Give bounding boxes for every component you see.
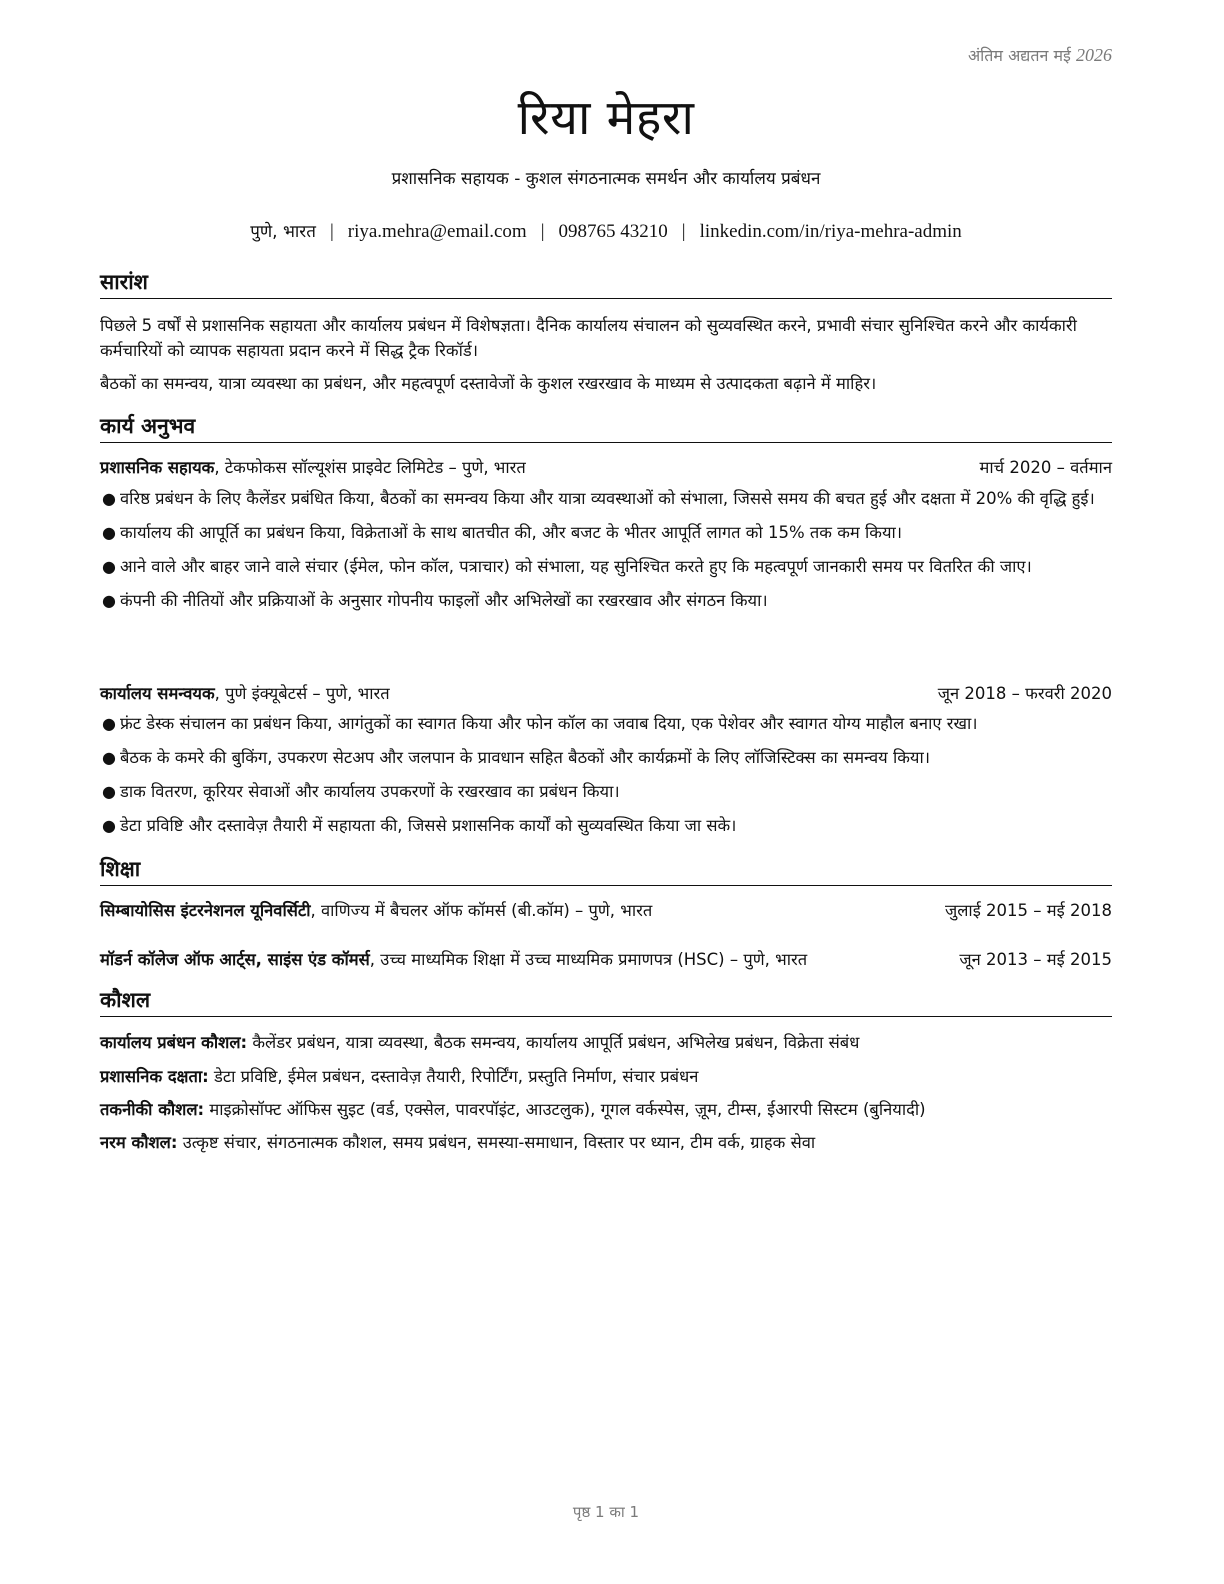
skill-line (100, 1098, 1112, 1122)
skill-text: उत्कृष्ट संचार, संगठनात्मक कौशल, समय प्रबंधन, समस्या-समाधान, विस्तार पर ध्यान, टीम वर्क, ग्राहक सेवा (177, 1133, 816, 1152)
contact-line (100, 219, 1112, 243)
education-dates: जून 2013 – मई 2015 (959, 950, 1112, 969)
education-item (100, 899, 1112, 923)
education-item (100, 948, 1112, 972)
bullet-icon: ● (102, 557, 116, 576)
last-updated (968, 44, 1112, 66)
contact-linkedin[interactable]: linkedin.com/in/riya-mehra-admin (699, 221, 962, 242)
list-item (100, 520, 1112, 545)
education-detail: , वाणिज्य में बैचलर ऑफ कॉमर्स (बी.कॉम) – पुणे, भारत (310, 901, 653, 920)
skill-label: नरम कौशल: (100, 1133, 178, 1152)
list-item (100, 813, 1112, 838)
bullet-text: फ्रंट डेस्क संचालन का प्रबंधन किया, आगंतुकों का स्वागत किया और फोन कॉल का जवाब दिया, एक पेशेवर और स्वागत योग्य माहौल बनाए रखा। (120, 714, 978, 733)
education-dates: जुलाई 2015 – मई 2018 (945, 901, 1112, 920)
bullet-text: कार्यालय की आपूर्ति का प्रबंधन किया, विक्रेताओं के साथ बातचीत की, और बजट के भीतर आपूर्ति लागत को 15% तक कम किया। (120, 523, 903, 542)
list-item (100, 588, 1112, 613)
section-title-experience: कार्य अनुभव (100, 412, 1112, 443)
skill-text: माइक्रोसॉफ्ट ऑफिस सुइट (वर्ड, एक्सेल, पावरपॉइंट, आउटलुक), गूगल वर्कस्पेस, ज़ूम, टीम्स, ईआरपी सिस्टम (बुनियादी) (204, 1100, 926, 1119)
summary-paragraph: बैठकों का समन्वय, यात्रा व्यवस्था का प्रबंधन, और महत्वपूर्ण दस्तावेजों के कुशल रखरखाव के माध्यम से उत्पादकता बढ़ाने में माहिर। (100, 374, 877, 393)
contact-location: पुणे, भारत (250, 222, 316, 242)
school-name: सिम्बायोसिस इंटरनेशनल यूनिवर्सिटी (100, 901, 311, 920)
contact-separator: | (540, 221, 545, 242)
bullet-icon: ● (102, 489, 116, 508)
job-role: प्रशासनिक सहायक (100, 458, 215, 477)
skill-line (100, 1131, 1112, 1155)
bullet-text: आने वाले और बाहर जाने वाले संचार (ईमेल, फोन कॉल, पत्राचार) को संभाला, यह सुनिश्चित करते हुए कि महत्वपूर्ण जानकारी समय पर वितरित की जाए। (120, 557, 1032, 576)
job-bullets (100, 486, 1112, 622)
list-item (100, 779, 1112, 804)
skill-text: कैलेंडर प्रबंधन, यात्रा व्यवस्था, बैठक समन्वय, कार्यालय आपूर्ति प्रबंधन, अभिलेख प्रबंधन, विक्रेता संबंध (247, 1033, 860, 1052)
skill-line (100, 1031, 1112, 1055)
list-item (100, 554, 1112, 579)
contact-separator: | (681, 221, 686, 242)
bullet-icon: ● (102, 591, 116, 610)
bullet-icon: ● (102, 816, 116, 835)
resume-page (100, 0, 1112, 1584)
contact-phone: 098765 43210 (558, 221, 668, 242)
section-title-education: शिक्षा (100, 855, 1112, 886)
bullet-icon: ● (102, 748, 116, 767)
bullet-text: डाक वितरण, कूरियर सेवाओं और कार्यालय उपकरणों के रखरखाव का प्रबंधन किया। (120, 782, 620, 801)
section-title-skills: कौशल (100, 986, 1112, 1017)
bullet-text: डेटा प्रविष्टि और दस्तावेज़ तैयारी में सहायता की, जिससे प्रशासनिक कार्यों को सुव्यवस्थित किया जा सके। (120, 816, 737, 835)
education-detail: , उच्च माध्यमिक शिक्षा में उच्च माध्यमिक प्रमाणपत्र (HSC) – पुणे, भारत (369, 950, 808, 969)
skill-label: कार्यालय प्रबंधन कौशल: (100, 1033, 248, 1052)
section-title-summary: सारांश (100, 268, 1112, 299)
job-role: कार्यालय समन्वयक (100, 684, 215, 703)
job-dates: जून 2018 – फरवरी 2020 (937, 684, 1112, 703)
job-header (100, 456, 1112, 480)
list-item (100, 711, 1112, 736)
list-item (100, 745, 1112, 770)
contact-email[interactable]: riya.mehra@email.com (347, 221, 527, 242)
job-header (100, 682, 1112, 706)
job-org: , पुणे इंक्यूबेटर्स – पुणे, भारत (214, 684, 390, 703)
skill-line (100, 1065, 1112, 1089)
tagline: प्रशासनिक सहायक - कुशल संगठनात्मक समर्थन और कार्यालय प्रबंधन (391, 169, 821, 189)
contact-separator: | (329, 221, 334, 242)
last-updated-year: 2026 (1076, 45, 1112, 65)
skill-label: तकनीकी कौशल: (100, 1100, 205, 1119)
bullet-text: कंपनी की नीतियों और प्रक्रियाओं के अनुसार गोपनीय फाइलों और अभिलेखों का रखरखाव और संगठन किया। (120, 591, 768, 610)
list-item (100, 486, 1112, 511)
page-number: पृष्ठ 1 का 1 (572, 1503, 640, 1521)
bullet-text: वरिष्ठ प्रबंधन के लिए कैलेंडर प्रबंधित किया, बैठकों का समन्वय किया और यात्रा व्यवस्थाओं को संभाला, जिससे समय की बचत हुई और दक्षता में 20% की वृद्धि हुई। (120, 489, 1095, 508)
skill-label: प्रशासनिक दक्षता: (100, 1067, 209, 1086)
job-bullets (100, 711, 1112, 847)
job-dates: मार्च 2020 – वर्तमान (979, 458, 1112, 477)
school-name: मॉडर्न कॉलेज ऑफ आर्ट्स, साइंस एंड कॉमर्स (100, 950, 370, 969)
summary-paragraph: पिछले 5 वर्षों से प्रशासनिक सहायता और कार्यालय प्रबंधन में विशेषज्ञता। दैनिक कार्यालय संचालन को सुव्यवस्थित करने, प्रभावी संचार सुनिश्चित करने और कार्यकारी कर्मचारियों को व्यापक सहायता प्रदान करने में सिद्ध ट्रैक रिकॉर्ड। (100, 316, 1077, 360)
bullet-icon: ● (102, 523, 116, 542)
bullet-icon: ● (102, 782, 116, 801)
job-org: , टेकफोकस सॉल्यूशंस प्राइवेट लिमिटेड – पुणे, भारत (214, 458, 526, 477)
last-updated-label: अंतिम अद्यतन मई (967, 46, 1071, 65)
candidate-name: रिया मेहरा (517, 90, 695, 146)
bullet-icon: ● (102, 714, 116, 733)
bullet-text: बैठक के कमरे की बुकिंग, उपकरण सेटअप और जलपान के प्रावधान सहित बैठकों और कार्यक्रमों के लिए लॉजिस्टिक्स का समन्वय किया। (120, 748, 931, 767)
skill-text: डेटा प्रविष्टि, ईमेल प्रबंधन, दस्तावेज़ तैयारी, रिपोर्टिंग, प्रस्तुति निर्माण, संचार प्रबंधन (208, 1067, 699, 1086)
